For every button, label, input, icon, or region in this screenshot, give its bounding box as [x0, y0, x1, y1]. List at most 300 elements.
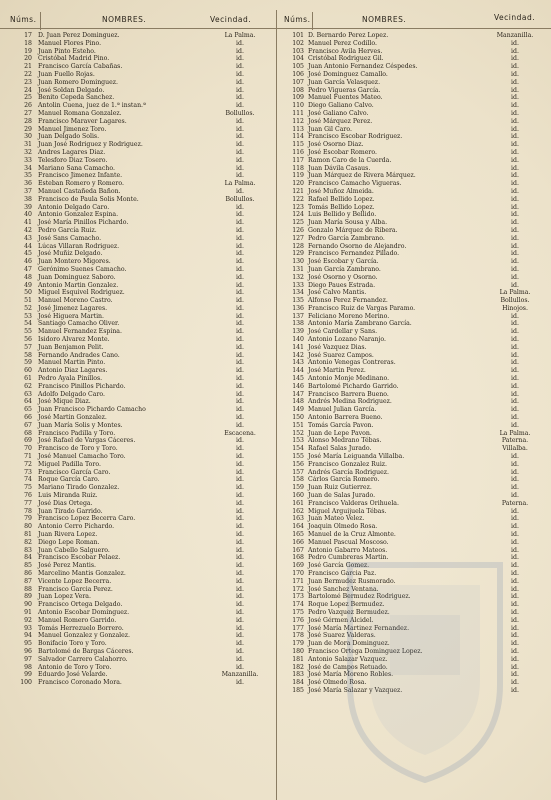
entry-vecindad: id. — [511, 647, 519, 655]
table-row — [276, 523, 551, 531]
header-num: Núms. — [284, 15, 311, 24]
entry-vecindad: Villalba. — [502, 445, 528, 453]
entry-vecindad: id. — [511, 117, 519, 125]
table-row — [276, 469, 551, 477]
table-row — [276, 235, 551, 243]
table-row — [276, 640, 551, 648]
entry-vecindad: id. — [511, 546, 519, 554]
entry-name: Rafael Salas Jurado. — [308, 445, 372, 453]
entry-number: 76 — [24, 492, 32, 500]
table-row — [276, 250, 551, 258]
entry-number: 128 — [292, 242, 304, 250]
entry-name: Antonio Cerro Pichardo. — [38, 523, 115, 531]
entry-vecindad: id. — [236, 601, 244, 609]
table-row — [0, 71, 276, 79]
entry-vecindad: id. — [236, 258, 244, 266]
entry-number: 180 — [292, 647, 304, 655]
entry-number: 94 — [24, 632, 32, 640]
table-row — [276, 32, 551, 40]
entry-vecindad: id. — [511, 515, 519, 523]
entry-vecindad: id. — [236, 663, 244, 671]
table-row — [0, 648, 276, 656]
entry-name: Francisco de Paula Solis Monte. — [38, 195, 139, 203]
entry-name: Gonzalo Márquez de Ribera. — [308, 226, 398, 234]
entry-name: Francisco Ortega Dominguez Lopez. — [308, 647, 423, 655]
entry-name: D. Juan Perez Dominguez. — [38, 32, 120, 39]
entry-name: Francisco García Cabañas. — [38, 63, 123, 71]
entry-number: 136 — [292, 304, 304, 312]
entry-vecindad: id. — [511, 187, 519, 195]
table-row — [276, 383, 551, 391]
table-row — [0, 664, 276, 672]
table-row — [276, 539, 551, 547]
table-row — [276, 48, 551, 56]
entry-number: 150 — [292, 414, 304, 422]
entry-number: 82 — [24, 538, 32, 546]
entry-vecindad: id. — [511, 468, 519, 476]
entry-number: 152 — [292, 429, 304, 437]
entry-number: 41 — [24, 219, 32, 227]
entry-vecindad: id. — [511, 55, 519, 63]
table-row — [276, 437, 551, 445]
entry-number: 17 — [24, 32, 32, 39]
right-column — [276, 12, 551, 695]
entry-vecindad: id. — [511, 375, 519, 383]
entry-vecindad: id. — [236, 562, 244, 570]
table-row — [0, 632, 276, 640]
entry-number: 112 — [292, 117, 304, 125]
entry-number: 85 — [24, 562, 32, 570]
entry-number: 182 — [292, 663, 304, 671]
entry-vecindad: id. — [511, 406, 519, 414]
header-num: Núms. — [10, 15, 37, 24]
entry-name: Francisco Barrera Bueno. — [308, 390, 389, 398]
right-header — [276, 12, 551, 29]
entry-name: Isidoro Alvarez Monte. — [38, 336, 110, 344]
table-row — [276, 679, 551, 687]
table-row — [276, 266, 551, 274]
table-row — [0, 383, 276, 391]
table-row — [0, 671, 276, 679]
entry-vecindad: La Palma. — [499, 289, 531, 297]
table-row — [0, 391, 276, 399]
entry-name: José Osorno y Osorno. — [308, 273, 378, 281]
table-row — [276, 406, 551, 414]
entry-vecindad: id. — [511, 195, 519, 203]
table-row — [0, 196, 276, 204]
entry-number: 104 — [292, 55, 304, 63]
entry-name: Juan María Solis y Montes. — [38, 421, 123, 429]
entry-vecindad: id. — [236, 336, 244, 344]
table-row — [0, 274, 276, 282]
entry-vecindad: id. — [236, 289, 244, 297]
table-row — [0, 656, 276, 664]
entry-name: Mariano Sana Camacho. — [38, 164, 115, 172]
entry-vecindad: id. — [236, 148, 244, 156]
entry-vecindad: id. — [236, 117, 244, 125]
entry-vecindad: id. — [511, 569, 519, 577]
entry-number: 38 — [24, 195, 32, 203]
entry-number: 57 — [24, 343, 32, 351]
entry-vecindad: La Palma. — [499, 429, 531, 437]
entry-vecindad: id. — [236, 507, 244, 515]
left-header — [0, 12, 276, 29]
entry-vecindad: id. — [511, 671, 519, 679]
entry-vecindad: Paterna. — [501, 437, 529, 445]
entry-name: D. Bernardo Perez Lopez. — [308, 32, 389, 39]
entry-vecindad: id. — [236, 414, 244, 422]
entry-name: Juan Fuello Rojas. — [38, 70, 95, 78]
entry-vecindad: id. — [511, 312, 519, 320]
table-row — [276, 492, 551, 500]
table-row — [276, 476, 551, 484]
entry-name: Juan Delgado Solis. — [38, 133, 100, 141]
entry-number: 79 — [24, 515, 32, 523]
entry-number: 66 — [24, 414, 32, 422]
entry-number: 125 — [292, 219, 304, 227]
entry-number: 50 — [24, 289, 32, 297]
entry-name: Manuel Romana Gonzalez. — [38, 109, 122, 117]
entry-name: Juan Francisco Pichardo Camacho — [38, 406, 146, 414]
entry-number: 121 — [292, 187, 304, 195]
entry-number: 124 — [292, 211, 304, 219]
entry-number: 67 — [24, 421, 32, 429]
table-row — [276, 126, 551, 134]
entry-number: 46 — [24, 258, 32, 266]
entry-vecindad: id. — [511, 148, 519, 156]
table-row — [0, 461, 276, 469]
entry-vecindad: Escacena. — [224, 429, 256, 437]
entry-name: Francisco Lopez Becerra Caro. — [38, 515, 136, 523]
entry-vecindad: id. — [511, 367, 519, 375]
entry-vecindad: Manzanilla. — [496, 32, 534, 39]
entry-number: 95 — [24, 640, 32, 648]
entry-vecindad: id. — [511, 640, 519, 648]
entry-name: Francisco Jimenez Infante. — [38, 172, 123, 180]
table-row — [276, 687, 551, 695]
table-row — [0, 243, 276, 251]
table-row — [0, 141, 276, 149]
entry-vecindad: id. — [511, 585, 519, 593]
table-row — [276, 671, 551, 679]
entry-vecindad: id. — [511, 109, 519, 117]
entry-name: Antonio Delgado Caro. — [38, 203, 110, 211]
entry-name: Manuel Castañeda Bañon. — [38, 187, 121, 195]
entry-name: José Mique Diaz. — [38, 398, 91, 406]
entry-name: José Perez Mantis. — [38, 562, 97, 570]
entry-vecindad: id. — [236, 242, 244, 250]
entry-number: 129 — [292, 250, 304, 258]
entry-vecindad: id. — [236, 375, 244, 383]
entry-number: 83 — [24, 546, 32, 554]
table-row — [0, 305, 276, 313]
table-row — [276, 63, 551, 71]
entry-vecindad: id. — [511, 390, 519, 398]
table-row — [276, 87, 551, 95]
entry-name: Juan José Rodriguez y Rodriguez. — [38, 141, 143, 149]
table-row — [0, 570, 276, 578]
table-row — [0, 258, 276, 266]
entry-number: 101 — [292, 32, 304, 39]
table-row — [0, 352, 276, 360]
entry-name: Antonio Venegas Contreras. — [308, 359, 396, 367]
entry-vecindad: id. — [236, 133, 244, 141]
entry-number: 49 — [24, 281, 32, 289]
entry-vecindad: id. — [511, 507, 519, 515]
entry-name: Francisco Ruiz de Vargas Paramo. — [308, 304, 416, 312]
entry-name: Manuel Gonzalez y Gonzalez. — [38, 632, 131, 640]
entry-number: 91 — [24, 608, 32, 616]
entry-number: 24 — [24, 86, 32, 94]
entry-vecindad: id. — [511, 476, 519, 484]
header-vecindad: Vecindad. — [494, 13, 536, 22]
table-row — [0, 593, 276, 601]
table-row — [0, 469, 276, 477]
entry-name: Pedro García Zambrano. — [308, 234, 385, 242]
entry-vecindad: id. — [511, 180, 519, 188]
entry-vecindad: id. — [236, 382, 244, 390]
entry-vecindad: id. — [236, 94, 244, 102]
entry-vecindad: id. — [236, 359, 244, 367]
entry-name: Juan Rivera Lopez. — [38, 531, 98, 538]
entry-number: 131 — [292, 265, 304, 273]
entry-number: 74 — [24, 476, 32, 484]
table-row — [0, 430, 276, 438]
entry-vecindad: id. — [236, 39, 244, 47]
entry-number: 59 — [24, 359, 32, 367]
entry-vecindad: id. — [511, 492, 519, 500]
entry-vecindad: id. — [236, 538, 244, 546]
entry-vecindad: id. — [236, 273, 244, 281]
entry-name: Juan Antonio Fernandez Céspedes. — [308, 63, 418, 71]
entry-name: Juan García Velasquez. — [308, 78, 381, 86]
table-row — [276, 453, 551, 461]
table-row — [0, 547, 276, 555]
entry-vecindad: Bollullos. — [500, 297, 530, 305]
entry-vecindad: id. — [236, 203, 244, 211]
entry-vecindad: id. — [511, 141, 519, 149]
entry-name: Juan Cabello Salguero. — [38, 546, 110, 554]
entry-number: 103 — [292, 47, 304, 55]
entry-name: Francisco Ortega Delgado. — [38, 601, 123, 609]
entry-name: Diego Paues Estrada. — [308, 281, 376, 289]
table-row — [0, 289, 276, 297]
entry-name: Telesforo Diaz Tosero. — [38, 156, 108, 164]
entry-vecindad: id. — [236, 390, 244, 398]
entry-name: Francisco Escobar Pelaez. — [38, 554, 121, 562]
table-row — [0, 640, 276, 648]
table-row — [0, 586, 276, 594]
entry-name: Juan Lopez Vera. — [38, 593, 91, 601]
table-row — [276, 133, 551, 141]
entry-vecindad: id. — [511, 679, 519, 687]
table-row — [0, 219, 276, 227]
entry-number: 118 — [292, 164, 304, 172]
table-row — [276, 157, 551, 165]
entry-vecindad: id. — [236, 476, 244, 484]
entry-name: José de Campos Retuado. — [308, 663, 388, 671]
entry-vecindad: id. — [511, 453, 519, 461]
table-row — [276, 172, 551, 180]
entry-vecindad: id. — [511, 336, 519, 344]
table-row — [276, 79, 551, 87]
entry-name: Francisco Valderas Orihuela. — [308, 499, 399, 507]
header-vecindad: Vecindad. — [210, 15, 252, 24]
entry-vecindad: id. — [236, 406, 244, 414]
entry-name: Rafael Bellido Lopez. — [308, 195, 375, 203]
entry-number: 149 — [292, 406, 304, 414]
table-row — [276, 297, 551, 305]
table-row — [0, 87, 276, 95]
entry-vecindad: id. — [236, 554, 244, 562]
entry-name: Antonio Barrera Bueno. — [308, 414, 383, 422]
table-row — [276, 71, 551, 79]
table-row — [0, 539, 276, 547]
entry-number: 140 — [292, 336, 304, 344]
table-row — [276, 664, 551, 672]
entry-name: Manuel Fernandez Espina. — [38, 328, 122, 336]
entry-vecindad: id. — [511, 414, 519, 422]
entry-number: 142 — [292, 351, 304, 359]
entry-vecindad: id. — [511, 577, 519, 585]
entry-name: José Olmedo Rosa. — [308, 679, 367, 687]
entry-number: 40 — [24, 211, 32, 219]
table-row — [276, 430, 551, 438]
entry-name: Manuel de la Cruz Almonte. — [308, 531, 396, 538]
entry-vecindad: id. — [236, 297, 244, 305]
table-row — [0, 126, 276, 134]
entry-number: 51 — [24, 297, 32, 305]
entry-number: 176 — [292, 616, 304, 624]
table-row — [0, 554, 276, 562]
entry-name: Alonso Medrano Tébas. — [308, 437, 382, 445]
table-row — [0, 617, 276, 625]
table-row — [276, 484, 551, 492]
entry-name: José Muñiz Delgado. — [38, 250, 103, 258]
entry-number: 145 — [292, 375, 304, 383]
entry-vecindad: Paterna. — [501, 499, 529, 507]
entry-name: Fernando Andrades Cano. — [38, 351, 120, 359]
entry-name: Bonifacio Toro y Toro. — [38, 640, 107, 648]
entry-name: José Suarez Campos. — [308, 351, 374, 359]
entry-number: 161 — [292, 499, 304, 507]
entry-name: Pedro Ayala Pinillos. — [38, 375, 103, 383]
entry-name: Bartolomé Pichardo Garrido. — [308, 382, 399, 390]
entry-name: Marcelino Mantis Gonzalez. — [38, 569, 126, 577]
entry-vecindad: id. — [511, 554, 519, 562]
entry-number: 42 — [24, 226, 32, 234]
entry-number: 93 — [24, 624, 32, 632]
entry-name: Francisco Gonzalez Ruiz. — [308, 460, 388, 468]
entry-number: 92 — [24, 616, 32, 624]
table-row — [276, 609, 551, 617]
entry-vecindad: id. — [511, 601, 519, 609]
entry-number: 98 — [24, 663, 32, 671]
table-row — [0, 578, 276, 586]
table-row — [276, 320, 551, 328]
table-row — [0, 492, 276, 500]
entry-vecindad: id. — [236, 484, 244, 492]
entry-name: Antolin Cuena, juez de 1.ª instan.ª — [38, 102, 146, 110]
table-row — [0, 328, 276, 336]
entry-number: 117 — [292, 156, 304, 164]
entry-vecindad: id. — [511, 608, 519, 616]
entry-name: Pedro Vigueras García. — [308, 86, 381, 94]
entry-name: Ramon Caro de la Cuerda. — [308, 156, 392, 164]
entry-number: 25 — [24, 94, 32, 102]
table-row — [276, 508, 551, 516]
entry-number: 130 — [292, 258, 304, 266]
entry-vecindad: id. — [511, 63, 519, 71]
table-row — [276, 102, 551, 110]
entry-number: 158 — [292, 476, 304, 484]
entry-vecindad: id. — [511, 234, 519, 242]
entry-number: 120 — [292, 180, 304, 188]
entry-number: 102 — [292, 39, 304, 47]
entry-vecindad: id. — [511, 258, 519, 266]
entry-number: 55 — [24, 328, 32, 336]
entry-number: 23 — [24, 78, 32, 86]
entry-number: 62 — [24, 382, 32, 390]
entry-number: 166 — [292, 538, 304, 546]
entry-number: 165 — [292, 531, 304, 538]
entry-name: Juan Benjamon Pelit. — [38, 343, 104, 351]
table-row — [0, 336, 276, 344]
entry-number: 111 — [292, 109, 304, 117]
table-row — [276, 601, 551, 609]
entry-name: Roque Lopez Bermudez. — [308, 601, 385, 609]
table-row — [0, 367, 276, 375]
entry-vecindad: id. — [236, 593, 244, 601]
entry-number: 107 — [292, 78, 304, 86]
entry-name: José Sans Camacho. — [38, 234, 102, 242]
entry-number: 143 — [292, 359, 304, 367]
table-row — [276, 313, 551, 321]
entry-name: José Vazquez Dias. — [308, 343, 367, 351]
entry-vecindad: id. — [236, 460, 244, 468]
entry-number: 27 — [24, 109, 32, 117]
entry-number: 100 — [20, 679, 32, 687]
table-row — [276, 531, 551, 539]
entry-number: 53 — [24, 312, 32, 320]
entry-vecindad: id. — [236, 265, 244, 273]
entry-number: 60 — [24, 367, 32, 375]
entry-vecindad: id. — [236, 421, 244, 429]
table-row — [276, 110, 551, 118]
table-row — [0, 250, 276, 258]
entry-number: 30 — [24, 133, 32, 141]
table-row — [0, 227, 276, 235]
entry-number: 141 — [292, 343, 304, 351]
entry-number: 90 — [24, 601, 32, 609]
entry-name: Antonio Escobar Dominguez. — [38, 608, 130, 616]
entry-name: José Gérmen Alcidel. — [308, 616, 374, 624]
entry-name: José Escobar y García. — [308, 258, 379, 266]
entry-number: 32 — [24, 148, 32, 156]
table-row — [0, 679, 276, 687]
table-row — [0, 48, 276, 56]
entry-number: 163 — [292, 515, 304, 523]
table-row — [276, 367, 551, 375]
entry-vecindad: id. — [236, 437, 244, 445]
entry-number: 70 — [24, 445, 32, 453]
entry-vecindad: id. — [236, 141, 244, 149]
entry-name: José Martin Perez. — [308, 367, 366, 375]
table-row — [0, 406, 276, 414]
entry-vecindad: id. — [236, 531, 244, 538]
entry-number: 106 — [292, 70, 304, 78]
entry-number: 110 — [292, 102, 304, 110]
